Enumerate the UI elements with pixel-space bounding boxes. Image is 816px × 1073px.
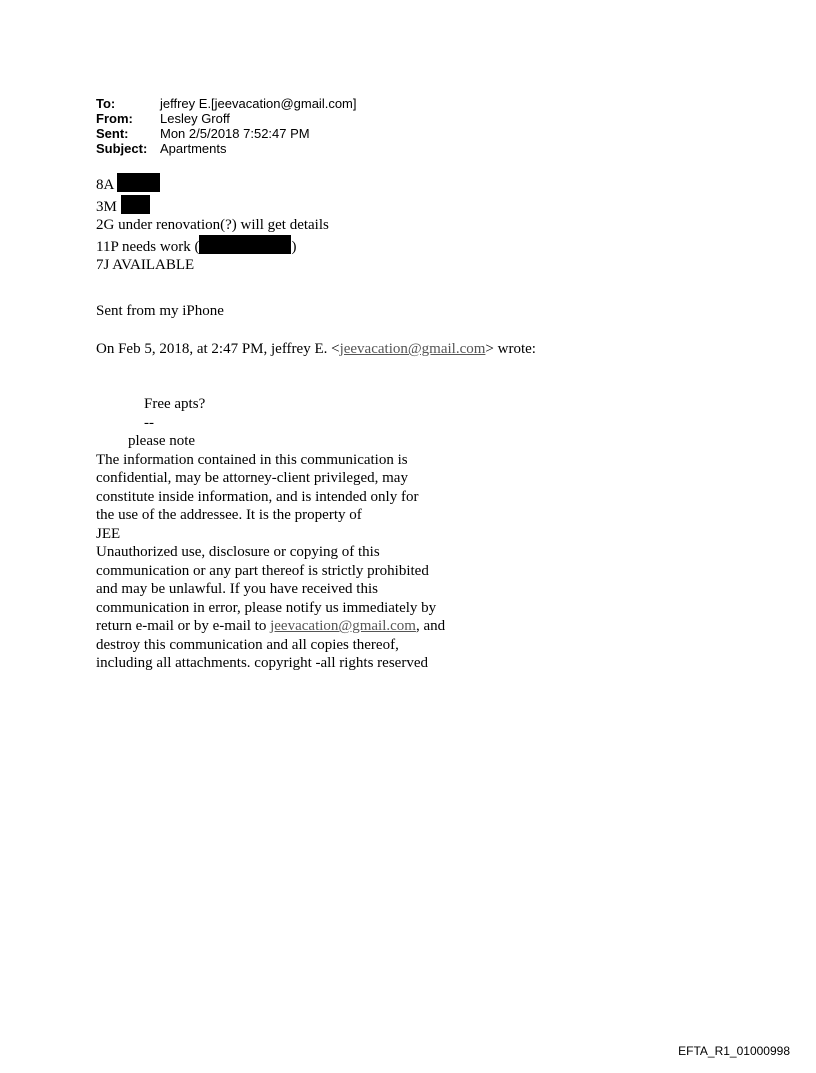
- email-header: [96, 96, 357, 156]
- disclaimer-line: Unauthorized use, disclosure or copying of this: [96, 544, 380, 560]
- disclaimer-line: destroy this communication and all copies thereof,: [96, 636, 399, 653]
- sent-label: Sent:: [96, 126, 129, 141]
- quote-intro-text: > wrote:: [485, 341, 536, 357]
- from-row: [96, 111, 357, 126]
- unit-label: 3M: [96, 198, 117, 215]
- from-value: Lesley Groff: [160, 111, 230, 126]
- disclaimer-line: constitute inside information, and is intended only for: [96, 488, 419, 505]
- email-link[interactable]: jeevacation@gmail.com: [270, 618, 416, 634]
- body-line-3: 2G under renovation(?) will get details: [96, 217, 329, 233]
- quoted-line: please note: [128, 433, 196, 449]
- to-value: jeffrey E.[jeevacation@gmail.com]: [160, 96, 357, 111]
- from-label: From:: [96, 111, 133, 126]
- quote-intro: [96, 340, 536, 359]
- email-link[interactable]: jeevacation@gmail.com: [339, 341, 486, 357]
- disclaimer-line: including all attachments. copyright -all rights reserved: [96, 655, 428, 671]
- sent-row: [96, 126, 357, 141]
- body-text: 11P needs work (: [96, 238, 200, 255]
- quote-intro-text: On Feb 5, 2018, at 2:47 PM, jeffrey E. <: [96, 341, 340, 357]
- disclaimer-line: communication or any part thereof is strictly prohibited: [96, 562, 429, 579]
- body-line-5: 7J AVAILABLE: [96, 257, 195, 273]
- disclaimer-line: [96, 617, 445, 636]
- disclaimer-line: JEE: [96, 525, 121, 542]
- body-line-1: [96, 173, 329, 195]
- message-body: [96, 173, 329, 275]
- redaction-box: [121, 195, 150, 214]
- sent-value: Mon 2/5/2018 7:52:47 PM: [160, 126, 310, 141]
- body-line-4: [96, 235, 329, 257]
- document-id: EFTA_R1_01000998: [678, 1044, 790, 1058]
- redaction-box: [117, 173, 160, 192]
- to-label: To:: [96, 96, 116, 111]
- disclaimer-text: return e-mail or by e-mail to: [96, 618, 271, 634]
- disclaimer-line: The information contained in this communication is: [96, 451, 408, 468]
- disclaimer-line: confidential, may be attorney-client privileged, may: [96, 470, 408, 486]
- quoted-line: Free apts?: [144, 396, 206, 412]
- disclaimer-line: the use of the addressee. It is the property of: [96, 507, 362, 523]
- to-row: [96, 96, 357, 111]
- signature: Sent from my iPhone: [96, 303, 224, 319]
- unit-label: 8A: [96, 177, 114, 193]
- quoted-message: [96, 395, 445, 673]
- body-text: ): [291, 238, 297, 255]
- subject-label: Subject:: [96, 141, 148, 156]
- quoted-separator: --: [144, 414, 154, 431]
- disclaimer-line: communication in error, please notify us immediately by: [96, 599, 437, 616]
- subject-value: Apartments: [160, 141, 227, 156]
- disclaimer-line: and may be unlawful. If you have received this: [96, 581, 378, 597]
- redaction-box: [199, 235, 291, 254]
- body-line-2: [96, 195, 329, 217]
- disclaimer-text: , and: [415, 618, 446, 634]
- subject-row: [96, 141, 357, 156]
